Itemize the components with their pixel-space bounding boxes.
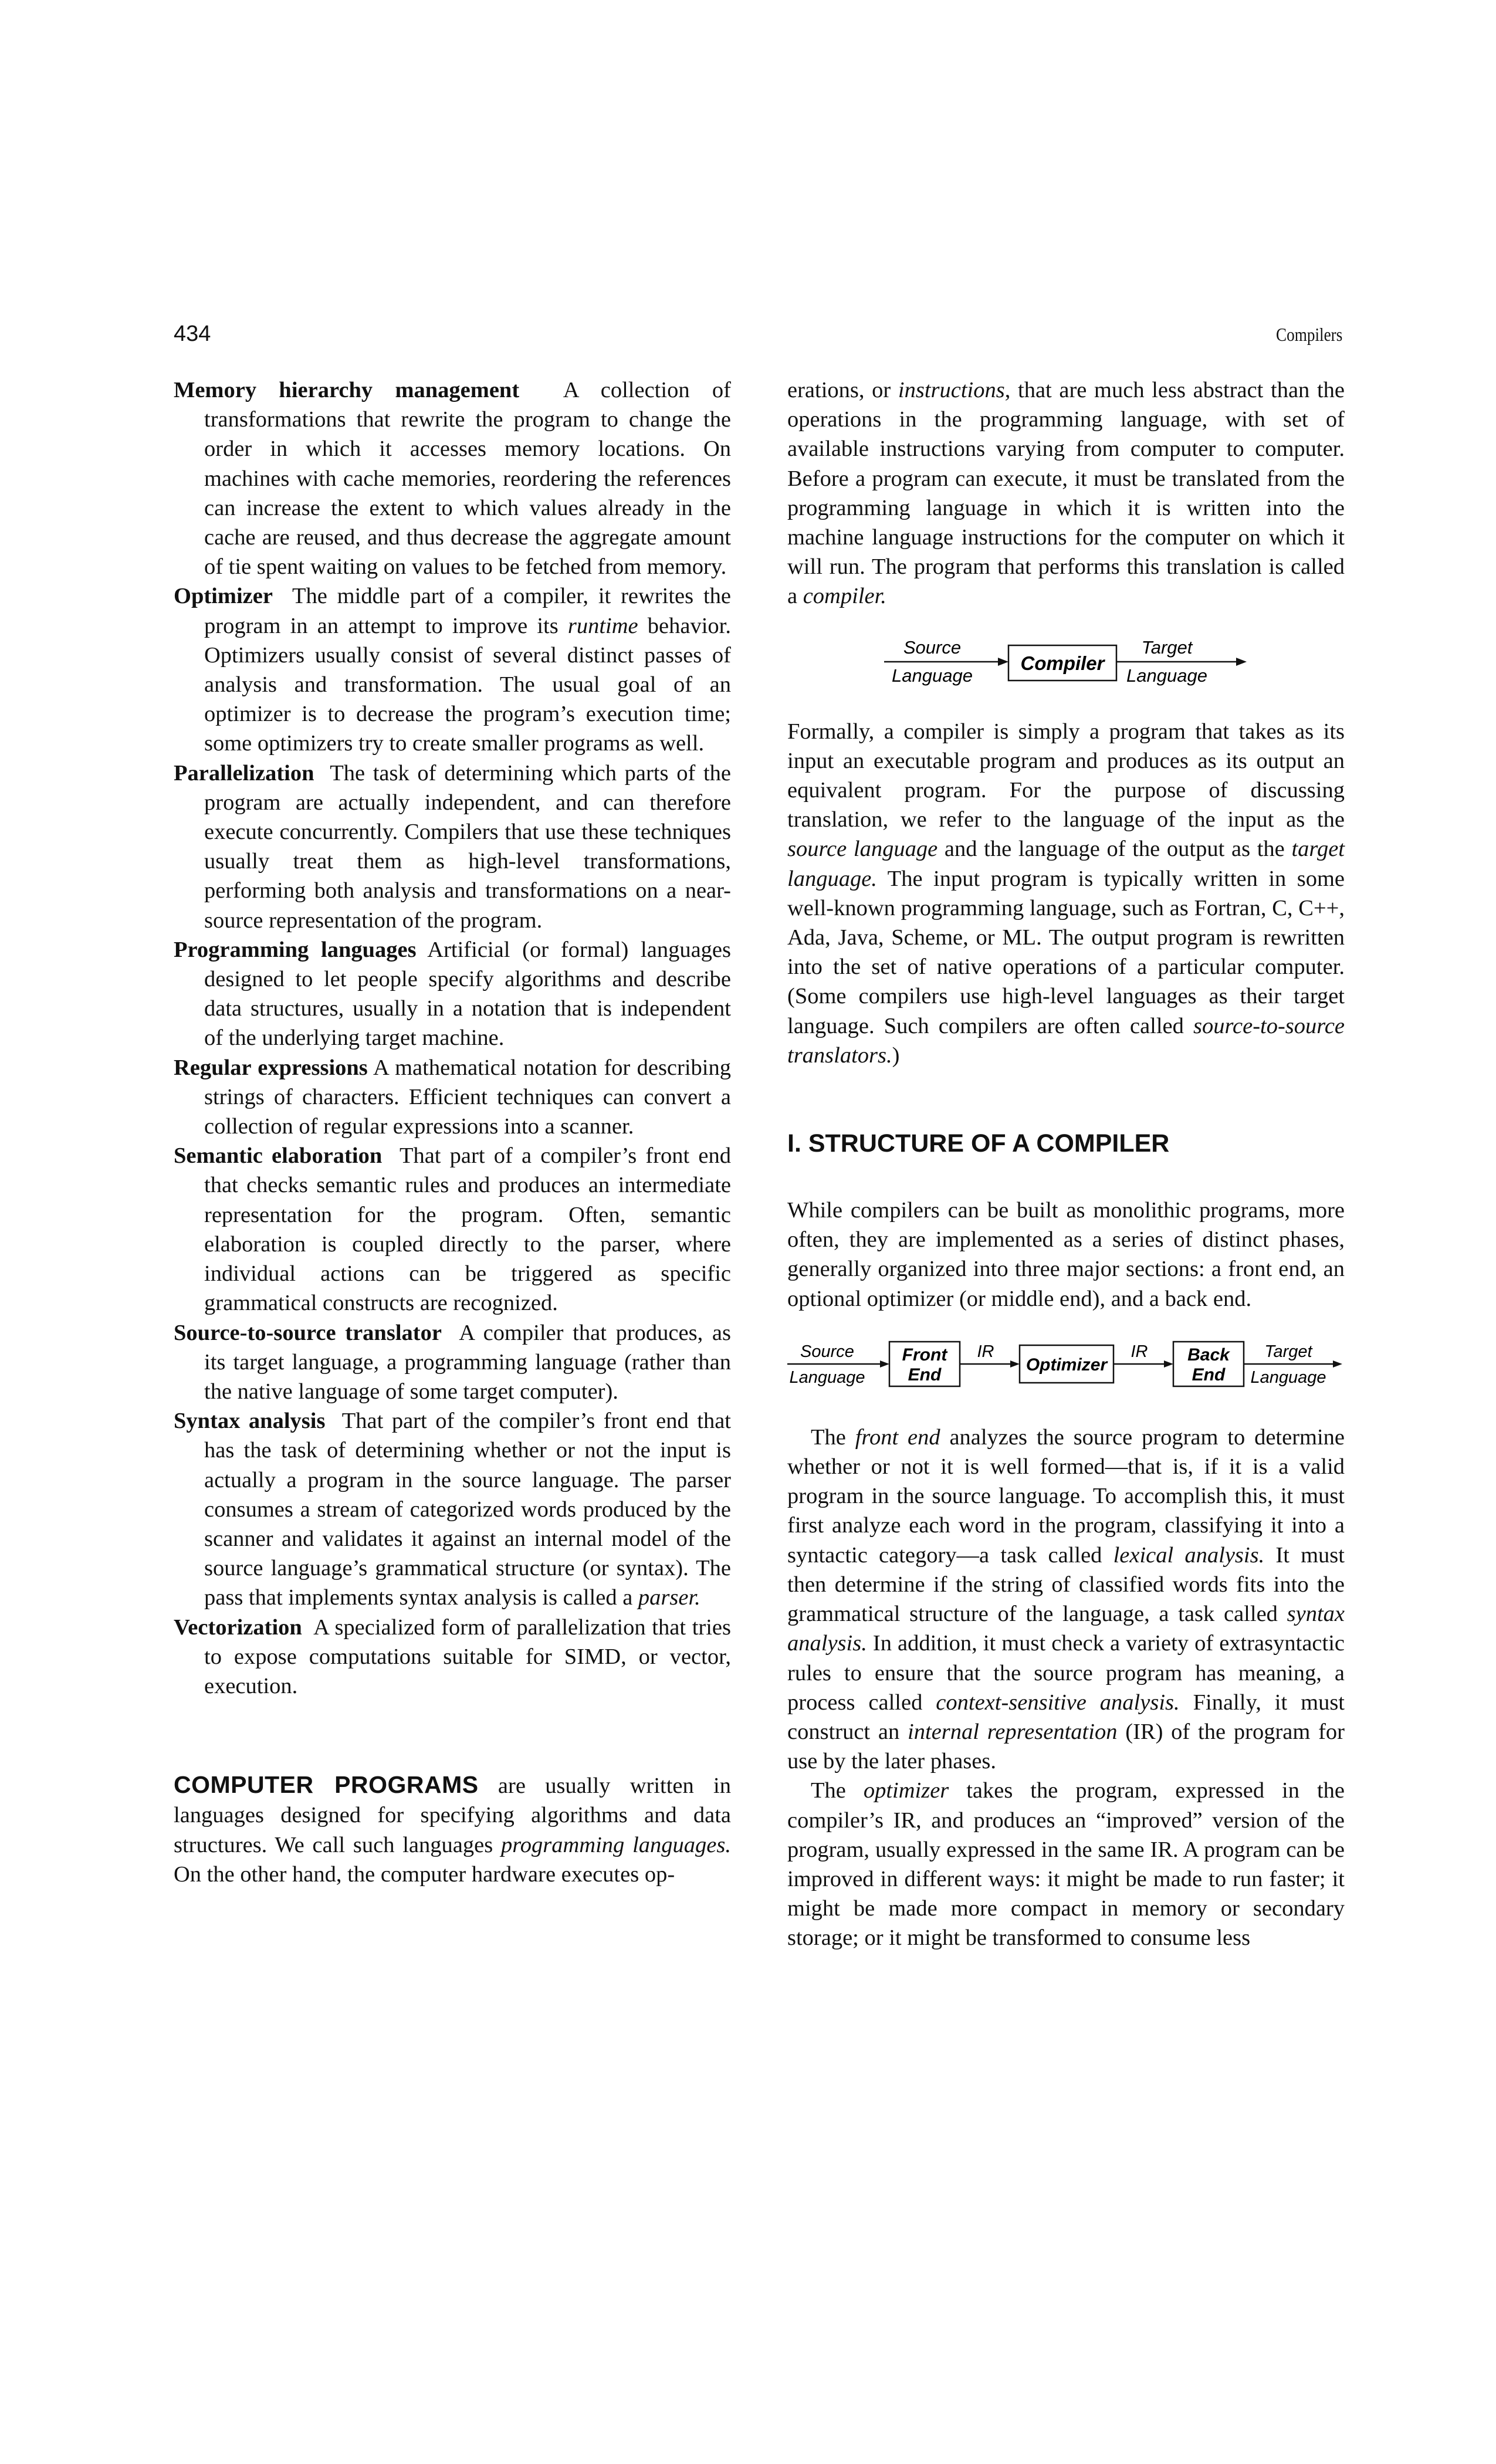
phases-target-label: Target <box>1264 1342 1312 1361</box>
glossary-definition: A specialized form of parallelization that tries to expose computations suitable for SIMD, or vector, execution. <box>204 1615 731 1698</box>
ir-label-1: IR <box>977 1342 994 1361</box>
glossary-term: Programming languages <box>174 937 417 962</box>
glossary-entry-regular-expressions <box>174 1053 731 1142</box>
glossary-term: Source-to-source translator <box>174 1320 442 1345</box>
glossary-term: Optimizer <box>174 584 273 609</box>
right-column <box>787 375 1345 1953</box>
front-end-label-top: Front <box>902 1345 947 1365</box>
intro-paragraph: COMPUTER PROGRAMS are usually written in languages designed for specifying algorithms and data structures. We call such languages programming languages. On the other hand, the computer hardware executes op- <box>174 1771 731 1887</box>
compiler-phases-diagram <box>787 1333 1345 1392</box>
phases-source-language-label: Language <box>789 1368 865 1387</box>
ir-label-2: IR <box>1131 1342 1148 1361</box>
left-column <box>174 375 731 1889</box>
section-spacer <box>174 1701 731 1770</box>
glossary-term: Syntax analysis <box>174 1409 326 1434</box>
compiler-diagram-svg <box>884 632 1248 691</box>
lead-in: COMPUTER PROGRAMS <box>174 1771 479 1799</box>
glossary-entry-parallelization <box>174 759 731 935</box>
diagram-target-label: Target <box>1141 637 1193 658</box>
glossary-entry-source-to-source <box>174 1318 731 1407</box>
glossary-entry-optimizer <box>174 581 731 758</box>
optimizer-paragraph: The optimizer takes the program, expressed in the compiler’s IR, and produces an “improved” version of the program, usually expressed in the same IR. A program can be improved in different ways: it might be made to run faster; it might be made more compact in memory or secondary storage; or it might be transformed to consume less <box>787 1778 1345 1951</box>
phases-source-label: Source <box>800 1342 854 1361</box>
glossary-definition: The middle part of a compiler, it rewrites the program in an attempt to improve its runtime behavior. Optimizers usually consist of several distinct passes of analysis and transformation. The usual goal of an optimizer is to decrease the program’s execution time; some optimizers try to create smaller programs as well. <box>204 584 731 756</box>
glossary-definition: A collection of transformations that rewrite the program to change the order in which it accesses memory locations. On machines with cache memories, reordering the references can increase the extent to which values already in the cache are reused, and thus decrease the aggregate amount of tie spent waiting on values to be fetched from memory. <box>204 378 731 580</box>
glossary-definition: The task of determining which parts of the program are actually independent, and can therefore execute concurrently. Compilers that use these techniques usually treat them as high-level transformations, performing both analysis and transformations on a near-source representation of the program. <box>204 760 731 933</box>
structure-paragraph: While compilers can be built as monolithic programs, more often, they are implemented as a series of distinct phases, generally organized into three major sections: a front end, an optional optimizer (or middle end), and a back end. <box>787 1198 1345 1311</box>
glossary-term: Memory hierarchy management <box>174 378 520 402</box>
front-end-paragraph: The front end analyzes the source program to determine whether or not it is well formed—that is, if it is a valid program in the source language. To accomplish this, it must first analyze each word in the program, classifying it into a syntactic category—a task called lexical analysis. It must then determine if the string of classified words fits into the grammatical structure of the language, a task called syntax analysis. In addition, it must check a variety of extrasyntactic rules to ensure that the source program has meaning, a process called context-sensitive analysis. Finally, it must construct an internal representation (IR) of the program for use by the later phases. <box>787 1424 1345 1774</box>
front-end-label-bottom: End <box>908 1365 942 1385</box>
glossary-term: Parallelization <box>174 760 314 786</box>
phases-target-language-label: Language <box>1250 1368 1326 1387</box>
compiler-phases-diagram-svg <box>787 1333 1345 1392</box>
intro-paragraph-continued: erations, or instructions, that are much less abstract than the operations in the programming language, with set of available instructions varying from computer to computer. Before a program can execute, it must be translated from the programming language in which it is written into the machine language instructions for the computer on which it will run. The program that performs this translation is called a compiler. <box>787 378 1345 609</box>
back-end-label-bottom: End <box>1192 1365 1226 1385</box>
phases-ir2-arrowhead <box>1164 1360 1173 1368</box>
diagram-output-arrowhead <box>1236 658 1247 666</box>
glossary-definition: That part of the compiler’s front end that has the task of determining whether or not the input is actually a program in the source language. The parser consumes a stream of categorized words produced by the scanner and validates it against an internal model of the source language’s grammatical structure (or syntax). The pass that implements syntax analysis is called a parser. <box>204 1409 731 1610</box>
diagram-source-language-label: Language <box>892 665 973 686</box>
glossary-entry-syntax-analysis <box>174 1406 731 1612</box>
phases-output-arrowhead <box>1333 1360 1342 1368</box>
glossary-term: Semantic elaboration <box>174 1143 383 1169</box>
glossary-entry-memory-hierarchy <box>174 375 731 581</box>
compiler-box-label: Compiler <box>1020 652 1105 674</box>
section-heading: I. STRUCTURE OF A COMPILER <box>787 1129 1170 1158</box>
glossary-definition: A compiler that produces, as its target language, a programming language (rather than the native language of some target computer). <box>204 1320 731 1404</box>
diagram-source-label: Source <box>903 637 962 658</box>
glossary-entry-programming-languages <box>174 935 731 1053</box>
page-number: 434 <box>174 321 211 346</box>
diagram-target-language-label: Language <box>1126 665 1207 686</box>
phases-ir1-arrowhead <box>1010 1360 1020 1368</box>
running-head: Compilers <box>1275 324 1342 345</box>
formal-definition-paragraph: Formally, a compiler is simply a program that takes as its input an executable program and produces as its output an equivalent program. For the purpose of discussing translation, we refer to the language of the input as the source language and the language of the output as the target language. The input program is typically written in some well-known programming language, such as Fortran, C, C++, Ada, Java, Scheme, or ML. The output program is rewritten into the set of native operations of a particular computer. (Some compilers use high-level languages as their target language. Such compilers are often called source-to-source translators.) <box>787 719 1345 1068</box>
compiler-diagram <box>787 632 1345 691</box>
optimizer-box-label: Optimizer <box>1025 1355 1108 1375</box>
glossary-definition: A mathematical notation for describing strings of characters. Efficient techniques can convert a collection of regular expressions into a scanner. <box>204 1055 731 1139</box>
glossary-definition: Artificial (or formal) languages designed to let people specify algorithms and describe data structures, usually in a notation that is independent of the underlying target machine. <box>204 937 731 1051</box>
glossary-entry-semantic-elaboration <box>174 1141 731 1318</box>
glossary-term: Regular expressions <box>174 1055 368 1080</box>
glossary-entry-vectorization <box>174 1613 731 1701</box>
back-end-label-top: Back <box>1187 1345 1230 1365</box>
phases-input-arrowhead <box>880 1360 889 1368</box>
glossary-definition: That part of a compiler’s front end that checks semantic rules and produces an intermediate representation for the program. Often, semantic elaboration is coupled directly to the parser, where individual actions can be triggered as specific grammatical constructs are recognized. <box>204 1143 731 1316</box>
diagram-input-arrowhead <box>998 658 1008 666</box>
glossary-term: Vectorization <box>174 1615 302 1640</box>
